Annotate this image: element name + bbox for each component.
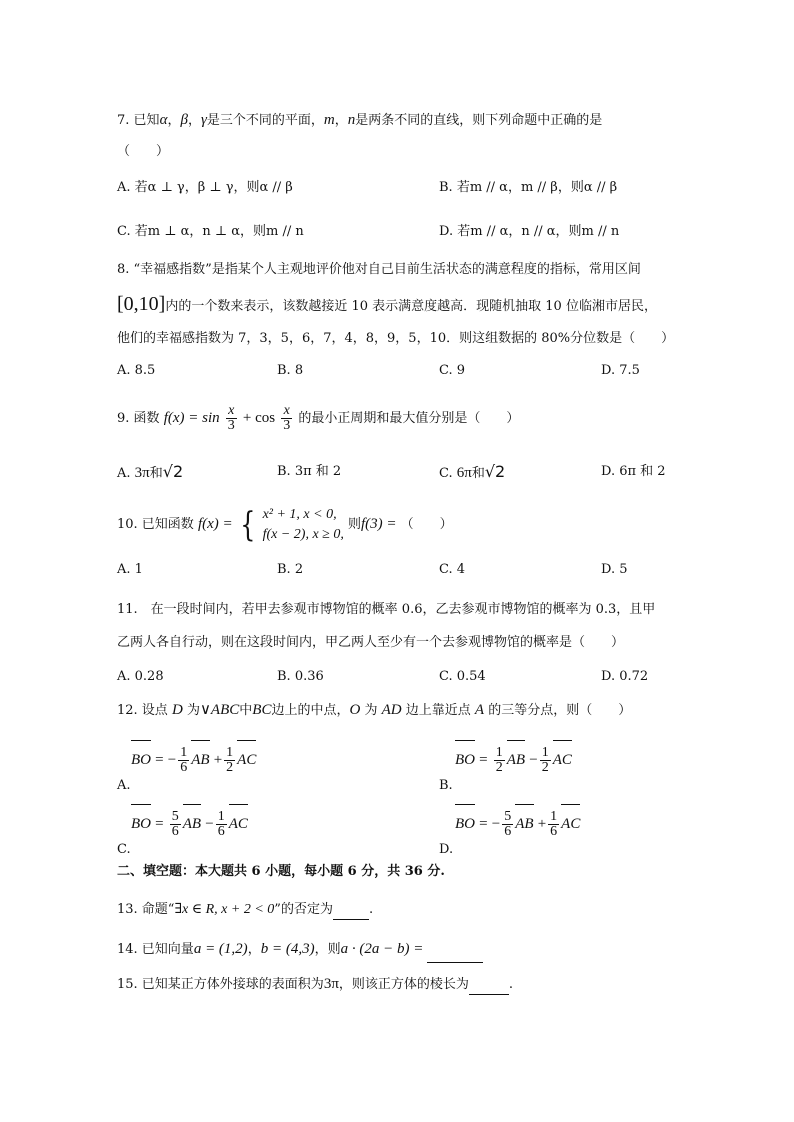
q9-option-a: A. 3π和√2 [117,462,184,481]
q9-option-b: B. 3π 和 2 [277,464,342,479]
q7-stem: 7. 已知α，β，γ是三个不同的平面，m，n是两条不同的直线，则下列命题中正确的是 [117,112,603,128]
q7-option-c: C. 若m ⊥ α，n ⊥ α，则m // n [117,224,304,239]
q9-option-d: D. 6π 和 2 [601,464,666,479]
q11-option-d: D. 0.72 [601,669,649,684]
q10-option-a: A. 1 [117,562,143,577]
q8-option-b: B. 8 [277,363,304,378]
q7-option-b: B. 若m // α，m // β，则α // β [439,180,618,195]
q11-option-c: C. 0.54 [439,669,486,684]
section-heading: 二、填空题：本大题共 6 小题，每小题 6 分，共 36 分. [117,864,445,879]
q14-stem: 14. 已知向量a = (1,2)，b = (4,3)，则a · (2a − b) = [117,936,483,963]
q7-option-d: D. 若m // α，n // α，则m // n [439,224,620,239]
q10-option-d: D. 5 [601,562,628,577]
q9-frac-2: $\frac{x}{3}$ [283,403,291,433]
q10-option-b: B. 2 [277,562,304,577]
q8-option-a: A. 8.5 [117,363,156,378]
q11-line2: 乙两人各自行动，则在这段时间内，甲乙两人至少有一个去参观博物馆的概率是（ ） [117,635,625,650]
q9-option-c: C. 6π和√2 [439,462,506,481]
q8-line1: 8. “幸福感指数”是指某个人主观地评价他对自己目前生活状态的满意程度的指标，常用区间 [117,262,641,277]
q15-stem: 15. 已知某正方体外接球的表面积为3π，则该正方体的棱长为 . [117,974,513,995]
answer-blank[interactable] [333,919,369,920]
q11-option-a: A. 0.28 [117,669,164,684]
q8-option-c: C. 9 [439,363,466,378]
q9-stem: 9. 函数 f(x) = sin $\frac{x}{3}$ + cos $\frac{x}{3}$ 的最小正周期和最大值分别是（ ） [117,403,520,433]
q7-option-a: A. 若α ⊥ γ，β ⊥ γ，则α // β [117,180,293,195]
answer-blank[interactable] [469,994,509,995]
q11-line1: 11. 在一段时间内，若甲去参观市博物馆的概率 0.6，乙去参观市博物馆的概率为 0.3，且甲 [117,602,656,617]
left-brace-icon: { [240,504,256,545]
q11-option-b: B. 0.36 [277,669,324,684]
q9-frac-1: $\frac{x}{3}$ [227,403,235,433]
answer-blank[interactable] [427,962,483,963]
q7-paren: （ ） [117,144,170,159]
q12-stem: 12. 设点 D 为∨ABC中BC边上的中点，O 为 AD 边上靠近点 A 的三等分点，则（ ） [117,702,632,718]
q8-line3: 他们的幸福感指数为 7，3，5，6，7，4，8，9，5，10．则这组数据的 80%分位数是（ ） [117,331,675,346]
q10-option-c: C. 4 [439,562,466,577]
q10-cases: x² + 1, x < 0, f(x − 2), x ≥ 0, [262,506,344,542]
q10-stem: 10. 已知函数 f(x) = { x² + 1, x < 0, f(x − 2), x ≥ 0, 则f(3) = （ ） [117,504,453,545]
q13-stem: 13. 命题“∃x ∈ R, x + 2 < 0”的否定为 . [117,900,373,920]
q8-option-d: D. 7.5 [601,363,640,378]
q8-line2: [0,10]内的一个数来表示，该数越接近 10 表示满意度越高．现随机抽取 10 位临湘市居民， [117,293,657,315]
